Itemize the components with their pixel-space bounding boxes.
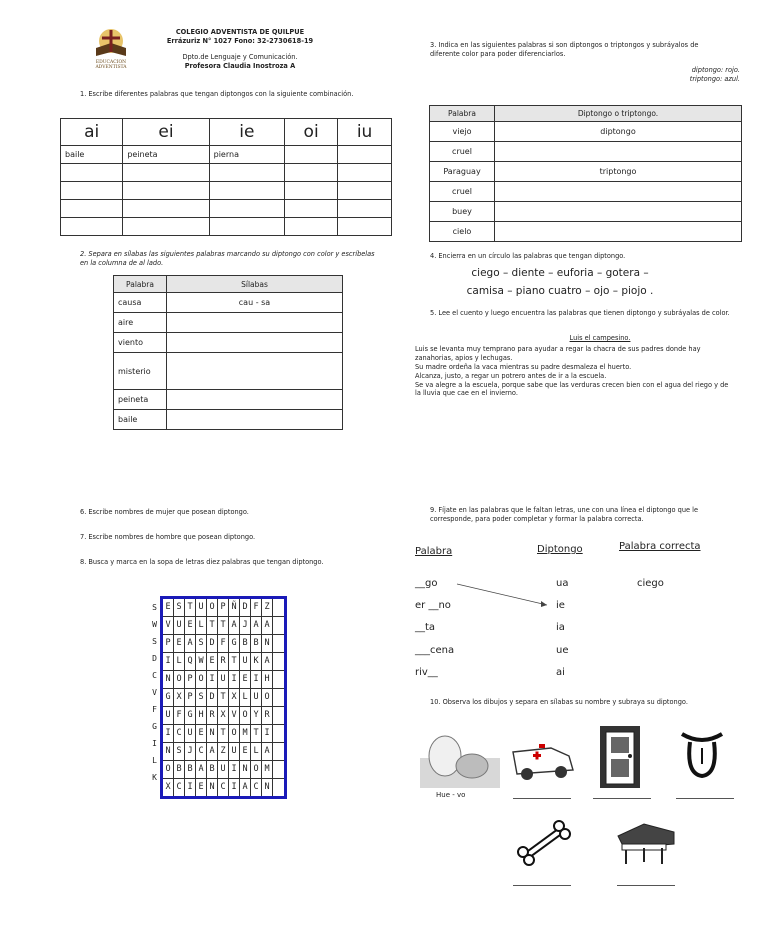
q2-word: viento (114, 333, 167, 353)
q1-instruction: 1. Escribe diferentes palabras que tengan diptongos con la siguiente combinación. (80, 90, 354, 98)
q9-diphthong[interactable]: ia (556, 622, 565, 633)
q1-cell[interactable] (338, 146, 392, 164)
word-search-cell[interactable]: S (174, 743, 185, 761)
q5-instruction: 5. Lee el cuento y luego encuentra las palabras que tienen diptongo y subráyalas de color. (430, 309, 730, 317)
word-search-edge-letter: S (152, 603, 157, 612)
word-search-edge-letter: V (152, 688, 157, 697)
word-search-cell[interactable]: C (174, 725, 185, 743)
word-search-cell[interactable]: Ñ (229, 599, 240, 617)
word-search-cell[interactable]: V (163, 617, 174, 635)
q9-connecting-line (455, 580, 555, 610)
word-search-cell[interactable] (273, 725, 284, 743)
q7-instruction: 7. Escribe nombres de hombre que posean diptongo. (80, 533, 256, 541)
word-search-cell[interactable]: N (163, 743, 174, 761)
q9-word: ___cena (415, 645, 455, 656)
word-search-cell[interactable]: B (251, 635, 262, 653)
word-search-cell[interactable]: O (196, 671, 207, 689)
q2-word: aire (114, 313, 167, 333)
q3-answer[interactable]: triptongo (495, 162, 742, 182)
word-search-edge-letter: F (152, 705, 157, 714)
word-search-cell[interactable]: Y (251, 707, 262, 725)
word-search-cell[interactable]: O (229, 725, 240, 743)
q1-cell[interactable]: pierna (209, 146, 284, 164)
word-search-cell[interactable]: F (251, 599, 262, 617)
word-search-cell[interactable]: C (251, 779, 262, 796)
logo-text-line1: EDUCACION (95, 60, 127, 65)
word-search-cell[interactable]: K (251, 653, 262, 671)
q2-header-silabas: Sílabas (167, 276, 343, 293)
word-search-cell[interactable]: P (163, 635, 174, 653)
word-search-cell[interactable]: Z (218, 743, 229, 761)
word-search-cell[interactable]: T (251, 725, 262, 743)
word-search-cell[interactable]: O (163, 761, 174, 779)
ambulance-image (509, 738, 579, 784)
q1-header-ai: ai (61, 119, 123, 146)
school-address: Errázuriz N° 1027 Fono: 32-2730618-19 (166, 36, 314, 45)
word-search-cell[interactable]: E (196, 779, 207, 796)
word-search-cell[interactable]: I (207, 671, 218, 689)
word-search-cell[interactable]: M (262, 761, 273, 779)
q4-words-line1: ciego – diente – euforia – gotera – (471, 267, 649, 279)
q10-instruction: 10. Observa los dibujos y separa en sílabas su nombre y subraya su diptongo. (430, 698, 688, 706)
word-search-cell[interactable]: E (196, 725, 207, 743)
q3-answer[interactable] (495, 182, 742, 202)
q1-cell[interactable]: peineta (123, 146, 209, 164)
word-search-cell[interactable]: I (262, 725, 273, 743)
word-search-cell[interactable]: G (163, 689, 174, 707)
word-search-cell[interactable]: Q (185, 653, 196, 671)
q9-word: __ta (415, 622, 436, 633)
story-title: Luis el campesino. (569, 334, 631, 342)
word-search-cell[interactable]: L (196, 617, 207, 635)
answer-line[interactable] (513, 885, 571, 886)
story-body (415, 345, 735, 398)
word-search-cell[interactable]: T (218, 689, 229, 707)
word-search-cell[interactable]: D (207, 635, 218, 653)
word-search-cell[interactable]: U (196, 599, 207, 617)
word-search-edge-letter: I (152, 739, 157, 748)
q8-instruction: 8. Busca y marca en la sopa de letras diez palabras que tengan diptongo. (80, 558, 324, 566)
q9-diphthong[interactable]: ue (556, 645, 569, 656)
eggs-caption: Hue - vo (436, 791, 466, 799)
word-search-cell[interactable]: N (163, 671, 174, 689)
word-search-cell[interactable]: O (251, 761, 262, 779)
q1-table (60, 118, 392, 236)
q1-cell[interactable] (209, 164, 284, 182)
q3-answer[interactable] (495, 222, 742, 242)
word-search-cell[interactable]: I (163, 725, 174, 743)
word-search-cell[interactable]: C (174, 779, 185, 796)
q3-word: cielo (430, 222, 495, 242)
q6-instruction: 6. Escribe nombres de mujer que posean diptongo. (80, 508, 249, 516)
q2-header-palabra: Palabra (114, 276, 167, 293)
word-search-cell[interactable]: A (262, 653, 273, 671)
word-search-cell[interactable]: L (174, 653, 185, 671)
q4-instruction: 4. Encierra en un círculo las palabras que tengan diptongo. (430, 252, 626, 260)
q1-cell[interactable] (285, 218, 338, 236)
q9-example-answer: ciego (637, 578, 664, 589)
word-search-cell[interactable]: R (218, 653, 229, 671)
word-search-cell[interactable]: J (240, 617, 251, 635)
story-line: Su madre ordeña la vaca mientras su padre desmaleza el huerto. (415, 362, 632, 371)
word-search-cell[interactable] (273, 617, 284, 635)
word-search-cell[interactable]: F (218, 635, 229, 653)
word-search-cell[interactable]: U (229, 743, 240, 761)
word-search-cell[interactable]: R (262, 707, 273, 725)
story-line: Alcanza, justo, a regar un potrero antes de ir a la escuela. (415, 371, 607, 380)
word-search-cell[interactable]: P (185, 671, 196, 689)
q3-legend-blue: triptongo: azul. (689, 74, 740, 83)
word-search-cell[interactable]: T (229, 653, 240, 671)
q1-cell[interactable] (285, 146, 338, 164)
word-search-cell[interactable]: X (218, 707, 229, 725)
q2-answer[interactable]: cau - sa (167, 293, 343, 313)
q2-answer[interactable] (167, 313, 343, 333)
word-search-cell[interactable]: T (218, 617, 229, 635)
q1-cell[interactable] (61, 164, 123, 182)
word-search-cell[interactable]: O (174, 671, 185, 689)
word-search-cell[interactable]: U (185, 725, 196, 743)
word-search-cell[interactable]: O (240, 707, 251, 725)
word-search-cell[interactable]: E (240, 743, 251, 761)
piano-image (614, 818, 678, 868)
q3-header-palabra: Palabra (430, 106, 495, 122)
q1-cell[interactable] (123, 164, 209, 182)
q1-cell[interactable] (123, 218, 209, 236)
word-search-cell[interactable]: S (196, 635, 207, 653)
q1-header-iu: iu (338, 119, 392, 146)
word-search-cell[interactable]: E (174, 635, 185, 653)
q9-col-palabra: Palabra (415, 546, 453, 557)
q3-word: cruel (430, 142, 495, 162)
word-search-cell[interactable]: I (229, 779, 240, 796)
teacher: Profesora Claudia Inostroza A (184, 61, 296, 70)
q1-cell[interactable] (123, 200, 209, 218)
word-search-cell[interactable]: I (229, 671, 240, 689)
q2-answer[interactable] (167, 410, 343, 430)
q9-word: __go (415, 578, 438, 589)
word-search-cell[interactable]: U (174, 617, 185, 635)
word-search-cell[interactable] (273, 743, 284, 761)
word-search-cell[interactable]: E (240, 671, 251, 689)
word-search-cell[interactable]: A (229, 617, 240, 635)
word-search-edge-letter: D (152, 654, 157, 663)
word-search-cell[interactable]: A (196, 761, 207, 779)
word-search-cell[interactable]: U (251, 689, 262, 707)
word-search-cell[interactable] (273, 689, 284, 707)
word-search-edge-letter: S (152, 637, 157, 646)
word-search-cell[interactable]: B (240, 635, 251, 653)
word-search-cell[interactable]: U (240, 653, 251, 671)
q2-word: misterio (114, 353, 167, 390)
q1-cell[interactable] (338, 182, 392, 200)
q3-header-type: Diptongo o triptongo. (495, 106, 742, 122)
word-search-cell[interactable]: N (240, 761, 251, 779)
word-search-cell[interactable]: H (262, 671, 273, 689)
q3-word: cruel (430, 182, 495, 202)
q1-header-oi: oi (285, 119, 338, 146)
word-search-cell[interactable]: I (229, 761, 240, 779)
word-search-cell[interactable]: X (163, 779, 174, 796)
word-search-edge-letter: K (152, 773, 157, 782)
q9-col-correcta: Palabra correcta (619, 541, 701, 552)
word-search-cell[interactable]: S (174, 599, 185, 617)
q1-cell[interactable] (338, 200, 392, 218)
word-search-cell[interactable]: J (185, 743, 196, 761)
q9-word: riv__ (415, 667, 438, 678)
word-search-edge-letter: C (152, 671, 157, 680)
word-search-cell[interactable]: F (174, 707, 185, 725)
q1-cell[interactable] (285, 164, 338, 182)
q1-cell[interactable] (338, 218, 392, 236)
word-search-cell[interactable]: T (185, 599, 196, 617)
word-search-cell[interactable]: M (240, 725, 251, 743)
word-search-cell[interactable]: I (185, 779, 196, 796)
word-search-cell[interactable]: G (185, 707, 196, 725)
q1-cell[interactable] (209, 182, 284, 200)
word-search-overflow-letters (149, 599, 160, 786)
q2-word: peineta (114, 390, 167, 410)
q3-word: Paraguay (430, 162, 495, 182)
word-search-cell[interactable]: O (262, 689, 273, 707)
q3-legend-red: diptongo: rojo. (691, 66, 740, 74)
word-search-cell[interactable]: N (262, 635, 273, 653)
q1-cell[interactable] (285, 182, 338, 200)
tongue-image (676, 724, 728, 784)
word-search-cell[interactable]: L (251, 743, 262, 761)
word-search-cell[interactable]: E (185, 617, 196, 635)
q2-word: causa (114, 293, 167, 313)
word-search-cell[interactable] (273, 599, 284, 617)
story-line: Luis se levanta muy temprano para ayudar a regar la chacra de sus padres donde hay zanahorias, apios y lechugas. (415, 345, 701, 362)
word-search-edge-letter: W (152, 620, 157, 629)
word-search-cell[interactable]: X (229, 689, 240, 707)
word-search-cell[interactable]: T (218, 725, 229, 743)
word-search-cell[interactable]: A (240, 779, 251, 796)
word-search-cell[interactable]: B (185, 761, 196, 779)
word-search-cell[interactable]: N (207, 725, 218, 743)
word-search-cell[interactable]: D (207, 689, 218, 707)
word-search-cell[interactable]: A (262, 617, 273, 635)
word-search-cell[interactable]: Z (262, 599, 273, 617)
q1-cell[interactable] (123, 182, 209, 200)
q3-instruction: 3. Indica en las siguientes palabras si son diptongos o triptongos y subráyalos de diferente color para poder diferenciarlos. (430, 41, 699, 58)
bone-image (515, 818, 573, 868)
q2-answer[interactable] (167, 333, 343, 353)
q3-answer[interactable] (495, 142, 742, 162)
word-search-cell[interactable]: A (185, 635, 196, 653)
q9-instruction: 9. Fíjate en las palabras que le faltan letras, une con una línea el diptongo que le corresponde, para poder completar y formar la palabra correcta. (430, 506, 699, 523)
q2-answer[interactable] (167, 353, 343, 390)
door-image (598, 724, 642, 790)
q9-word: er __no (415, 600, 451, 611)
q1-header-ie: ie (209, 119, 284, 146)
word-search-cell[interactable] (273, 635, 284, 653)
q9-diphthong[interactable]: ua (556, 578, 569, 589)
q9-col-diptongo: Diptongo (537, 544, 583, 555)
word-search-cell[interactable]: E (163, 599, 174, 617)
word-search-cell[interactable]: C (218, 779, 229, 796)
answer-line[interactable] (617, 885, 675, 886)
q2-word: baile (114, 410, 167, 430)
word-search-cell[interactable]: X (174, 689, 185, 707)
answer-line[interactable] (676, 798, 734, 799)
word-search-cell[interactable]: B (207, 761, 218, 779)
word-search-cell[interactable]: A (207, 743, 218, 761)
word-search-cell[interactable]: U (218, 671, 229, 689)
answer-line[interactable] (593, 798, 651, 799)
q3-word: buey (430, 202, 495, 222)
word-search-cell[interactable]: R (207, 707, 218, 725)
q9-diphthong[interactable]: ai (556, 667, 565, 678)
q1-cell[interactable] (209, 218, 284, 236)
word-search-cell[interactable] (273, 671, 284, 689)
word-search-cell[interactable]: W (196, 653, 207, 671)
q3-answer[interactable]: diptongo (495, 122, 742, 142)
eggs-image (420, 728, 500, 790)
q9-diphthong[interactable]: ie (556, 600, 565, 611)
word-search-cell[interactable]: A (251, 617, 262, 635)
q3-word: viejo (430, 122, 495, 142)
department: Dpto.de Lenguaje y Comunicación. (182, 53, 298, 61)
word-search-cell[interactable]: E (207, 653, 218, 671)
q1-cell[interactable] (338, 164, 392, 182)
q1-header-ei: ei (123, 119, 209, 146)
word-search-cell[interactable] (273, 761, 284, 779)
word-search-grid[interactable] (160, 596, 287, 799)
story-line: Se va alegre a la escuela, porque sabe que las verduras crecen bien con el agua del riego y de la lluvia que cae en el invierno. (415, 380, 729, 398)
word-search-cell[interactable]: L (240, 689, 251, 707)
word-search-cell[interactable]: V (229, 707, 240, 725)
word-search-cell[interactable]: H (196, 707, 207, 725)
q2-answer[interactable] (167, 390, 343, 410)
word-search-cell[interactable]: U (163, 707, 174, 725)
word-search-cell[interactable]: B (174, 761, 185, 779)
q3-table (429, 105, 742, 242)
q1-cell[interactable] (209, 200, 284, 218)
word-search-cell[interactable]: A (262, 743, 273, 761)
q2-table (113, 275, 343, 430)
q1-cell[interactable] (61, 218, 123, 236)
q1-cell[interactable] (285, 200, 338, 218)
word-search-cell[interactable] (273, 653, 284, 671)
q3-answer[interactable] (495, 202, 742, 222)
word-search-cell[interactable]: I (163, 653, 174, 671)
q1-cell[interactable]: baile (61, 146, 123, 164)
word-search-cell[interactable]: U (218, 761, 229, 779)
word-search-cell[interactable]: T (207, 617, 218, 635)
word-search-cell[interactable] (273, 779, 284, 796)
q4-words-line2: camisa – piano cuatro – ojo – piojo . (466, 284, 654, 297)
q1-cell[interactable] (61, 182, 123, 200)
word-search-cell[interactable]: G (229, 635, 240, 653)
school-name: COLEGIO ADVENTISTA DE QUILPUE (175, 28, 305, 36)
word-search-cell[interactable]: P (218, 599, 229, 617)
word-search-cell[interactable] (273, 707, 284, 725)
answer-line[interactable] (513, 798, 571, 799)
word-search-cell[interactable]: N (207, 779, 218, 796)
word-search-cell[interactable]: C (196, 743, 207, 761)
word-search-cell[interactable]: P (185, 689, 196, 707)
word-search-cell[interactable]: I (251, 671, 262, 689)
word-search-cell[interactable]: N (262, 779, 273, 796)
word-search-edge-letter: G (152, 722, 157, 731)
q2-instruction: 2. Separa en sílabas las siguientes palabras marcando su diptongo con color y escríbelas en la columna de al lado. (80, 250, 375, 267)
word-search-cell[interactable]: O (207, 599, 218, 617)
logo-text-line2: ADVENTISTA (95, 65, 127, 71)
word-search-edge-letter: L (152, 756, 157, 765)
word-search-cell[interactable]: D (240, 599, 251, 617)
word-search-cell[interactable]: S (196, 689, 207, 707)
q1-cell[interactable] (61, 200, 123, 218)
